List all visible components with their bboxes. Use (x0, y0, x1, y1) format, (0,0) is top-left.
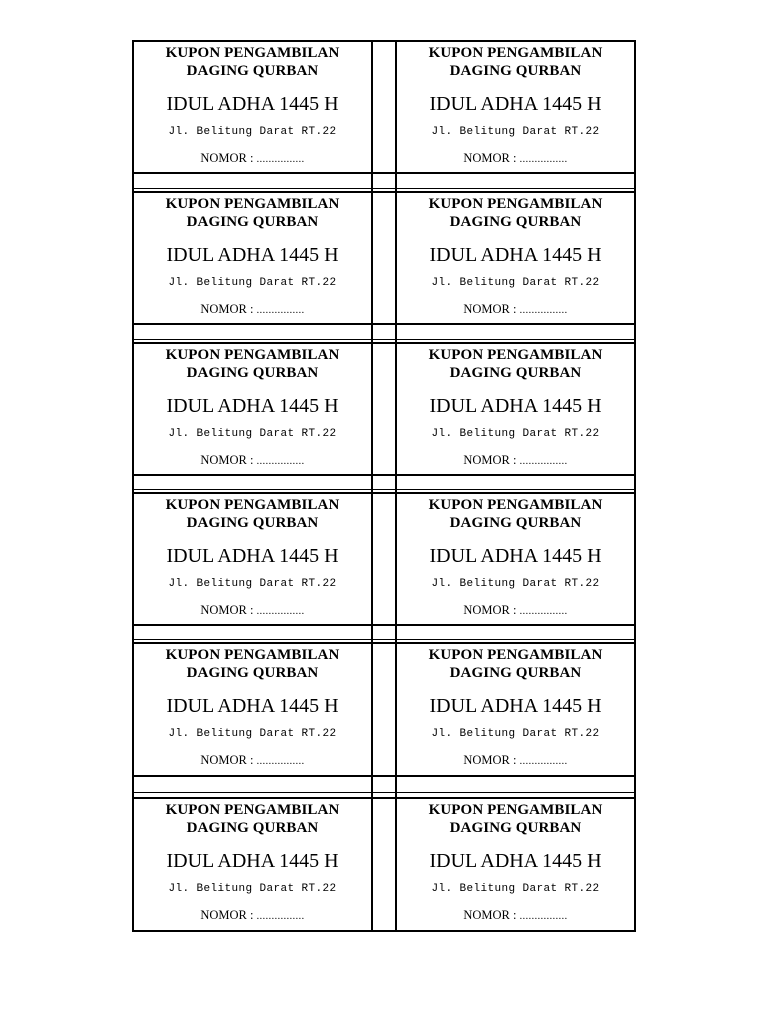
coupon (134, 799, 371, 930)
coupon (397, 644, 634, 775)
coupon (397, 494, 634, 624)
row-divider (134, 474, 634, 476)
coupon-number: NOMOR : ................ (463, 151, 568, 165)
coupon-title: KUPON PENGAMBILAN DAGING QURBAN (165, 647, 340, 681)
coupon-event: IDUL ADHA 1445 H (166, 850, 339, 872)
coupon (134, 42, 371, 172)
coupon-title: KUPON PENGAMBILAN DAGING QURBAN (165, 497, 340, 531)
coupon-number: NOMOR : ................ (463, 603, 568, 617)
coupon-address: Jl. Belitung Darat RT.22 (168, 277, 337, 289)
coupon-title: KUPON PENGAMBILAN DAGING QURBAN (428, 347, 603, 381)
coupon-title: KUPON PENGAMBILAN DAGING QURBAN (428, 196, 603, 230)
coupon-address: Jl. Belitung Darat RT.22 (431, 126, 600, 138)
coupon-address: Jl. Belitung Darat RT.22 (168, 578, 337, 590)
coupon-event: IDUL ADHA 1445 H (166, 93, 339, 115)
coupon-number: NOMOR : ................ (200, 302, 305, 316)
coupon (397, 42, 634, 172)
coupon (134, 344, 371, 474)
row-divider (134, 792, 634, 793)
coupon-number: NOMOR : ................ (200, 603, 305, 617)
coupon-title: KUPON PENGAMBILAN DAGING QURBAN (428, 497, 603, 531)
coupon-event: IDUL ADHA 1445 H (166, 545, 339, 567)
coupon-title: KUPON PENGAMBILAN DAGING QURBAN (165, 347, 340, 381)
coupon (134, 494, 371, 624)
row-divider (134, 323, 634, 325)
coupon-sheet (132, 40, 636, 932)
coupon (397, 193, 634, 323)
row-divider (134, 172, 634, 174)
coupon-event: IDUL ADHA 1445 H (429, 395, 602, 417)
coupon-address: Jl. Belitung Darat RT.22 (431, 883, 600, 895)
coupon-event: IDUL ADHA 1445 H (166, 695, 339, 717)
coupon (134, 644, 371, 775)
coupon-title: KUPON PENGAMBILAN DAGING QURBAN (165, 802, 340, 836)
coupon-address: Jl. Belitung Darat RT.22 (431, 728, 600, 740)
row-divider (134, 489, 634, 490)
coupon-event: IDUL ADHA 1445 H (429, 93, 602, 115)
coupon-number: NOMOR : ................ (200, 453, 305, 467)
coupon-address: Jl. Belitung Darat RT.22 (168, 728, 337, 740)
coupon-event: IDUL ADHA 1445 H (429, 695, 602, 717)
coupon-number: NOMOR : ................ (200, 753, 305, 767)
coupon-event: IDUL ADHA 1445 H (166, 395, 339, 417)
coupon-event: IDUL ADHA 1445 H (166, 244, 339, 266)
coupon-title: KUPON PENGAMBILAN DAGING QURBAN (428, 802, 603, 836)
row-divider (134, 624, 634, 626)
coupon-address: Jl. Belitung Darat RT.22 (168, 883, 337, 895)
coupon-address: Jl. Belitung Darat RT.22 (168, 126, 337, 138)
coupon-number: NOMOR : ................ (200, 908, 305, 922)
coupon-address: Jl. Belitung Darat RT.22 (431, 428, 600, 440)
coupon-number: NOMOR : ................ (463, 908, 568, 922)
coupon-title: KUPON PENGAMBILAN DAGING QURBAN (165, 196, 340, 230)
coupon-title: KUPON PENGAMBILAN DAGING QURBAN (428, 45, 603, 79)
coupon-address: Jl. Belitung Darat RT.22 (168, 428, 337, 440)
coupon (397, 344, 634, 474)
coupon-number: NOMOR : ................ (200, 151, 305, 165)
coupon-number: NOMOR : ................ (463, 753, 568, 767)
coupon-number: NOMOR : ................ (463, 453, 568, 467)
coupon-title: KUPON PENGAMBILAN DAGING QURBAN (165, 45, 340, 79)
coupon-event: IDUL ADHA 1445 H (429, 850, 602, 872)
row-divider (134, 188, 634, 189)
coupon-title: KUPON PENGAMBILAN DAGING QURBAN (428, 647, 603, 681)
row-divider (134, 339, 634, 340)
coupon-event: IDUL ADHA 1445 H (429, 244, 602, 266)
coupon-number: NOMOR : ................ (463, 302, 568, 316)
coupon-address: Jl. Belitung Darat RT.22 (431, 277, 600, 289)
coupon (134, 193, 371, 323)
coupon-address: Jl. Belitung Darat RT.22 (431, 578, 600, 590)
row-divider (134, 775, 634, 777)
coupon (397, 799, 634, 930)
coupon-event: IDUL ADHA 1445 H (429, 545, 602, 567)
row-divider (134, 639, 634, 640)
